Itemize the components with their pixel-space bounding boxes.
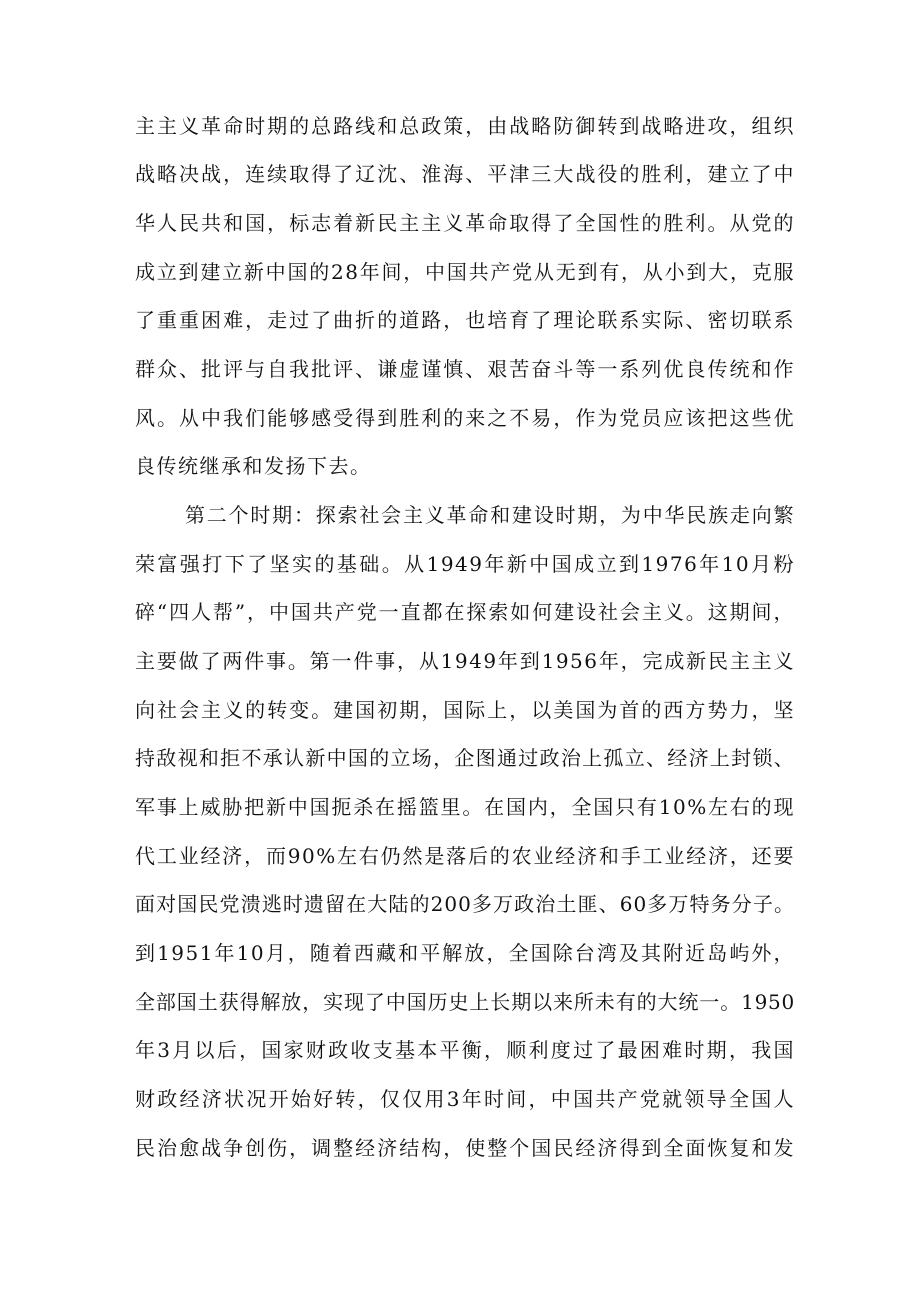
text-line: 到1951年10月，随着西藏和平解放，全国除台湾及其附近岛屿外， <box>135 941 795 965</box>
text-line: 第二个时期：探索社会主义革命和建设时期，为中华民族走向繁 <box>185 503 795 527</box>
text-line: 军事上威胁把新中国扼杀在摇篮里。在国内，全国只有10%左右的现 <box>135 795 795 819</box>
text-line: 持敌视和拒不承认新中国的立场，企图通过政治上孤立、经济上封锁、 <box>135 746 795 770</box>
text-line: 华人民共和国，标志着新民主主义革命取得了全国性的胜利。从党的 <box>135 211 795 235</box>
text-line: 荣富强打下了坚实的基础。从1949年新中国成立到1976年10月粉 <box>135 552 795 576</box>
text-line: 了重重困难，走过了曲折的道路，也培育了理论联系实际、密切联系 <box>135 308 795 332</box>
text-line: 主要做了两件事。第一件事，从1949年到1956年，完成新民主主义 <box>135 649 795 673</box>
text-line: 全部国土获得解放，实现了中国历史上长期以来所未有的大统一。1950 <box>135 990 795 1014</box>
text-line: 财政经济状况开始好转，仅仅用3年时间，中国共产党就领导全国人 <box>135 1087 795 1111</box>
text-line: 民治愈战争创伤，调整经济结构，使整个国民经济得到全面恢复和发 <box>135 1136 795 1160</box>
text-line: 主主义革命时期的总路线和总政策，由战略防御转到战略进攻，组织 <box>135 114 795 138</box>
text-line: 向社会主义的转变。建国初期，国际上，以美国为首的西方势力，坚 <box>135 698 795 722</box>
text-line: 碎“四人帮”，中国共产党一直都在探索如何建设社会主义。这期间， <box>135 600 795 624</box>
text-line: 成立到建立新中国的28年间，中国共产党从无到有，从小到大，克服 <box>135 260 795 284</box>
text-line: 群众、批评与自我批评、谦虚谨慎、艰苦奋斗等一系列优良传统和作 <box>135 357 795 381</box>
text-line: 年3月以后，国家财政收支基本平衡，顺利度过了最困难时期，我国 <box>135 1038 795 1062</box>
text-line: 战略决战，连续取得了辽沈、淮海、平津三大战役的胜利，建立了中 <box>135 162 795 186</box>
text-line: 面对国民党溃逃时遗留在大陆的200多万政治土匪、60多万特务分子。 <box>135 892 795 916</box>
text-line: 代工业经济，而90%左右仍然是落后的农业经济和手工业经济，还要 <box>135 844 795 868</box>
text-line: 风。从中我们能够感受得到胜利的来之不易，作为党员应该把这些优 <box>135 406 795 430</box>
text-line: 良传统继承和发扬下去。 <box>135 454 372 478</box>
